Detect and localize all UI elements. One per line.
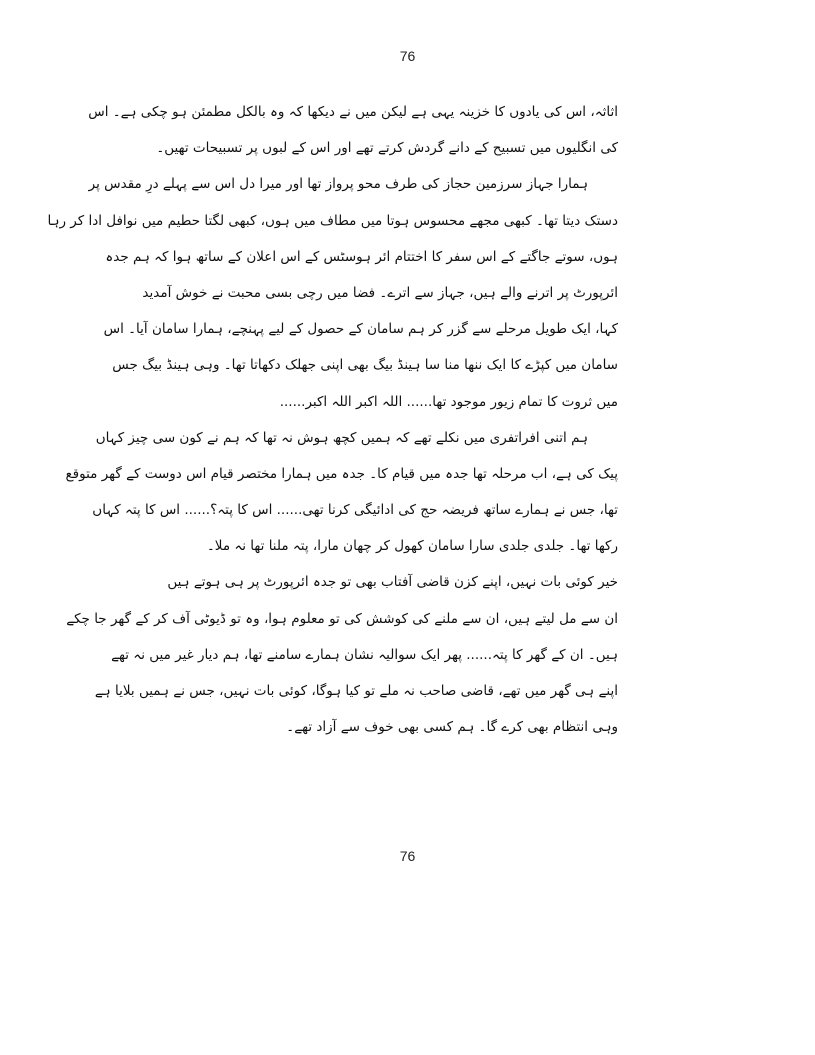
text-line: ہمارا جہاز سرزمین حجاز کی طرف محو پرواز تھا اور میرا دل اس سے پہلے درِ مقدس پر xyxy=(88,176,588,193)
document-body xyxy=(47,94,618,745)
text-line: اثاثہ، اس کی یادوں کا خزینہ یہی ہے لیکن میں نے دیکھا کہ وہ بالکل مطمئن ہو چکی ہے۔ اس xyxy=(88,104,618,120)
text-line: سامان میں کپڑے کا ایک ننھا منا سا ہینڈ بیگ بھی اپنی جھلک دکھاتا تھا۔ وہی ہینڈ بیگ جس xyxy=(112,357,618,374)
page-number-top: 76 xyxy=(399,48,416,64)
text-line: تھا، جس نے ہمارے ساتھ فریضہ حج کی ادائیگی کرنا تھی...... اس کا پتہ؟...... اس کا پتہ کہاں xyxy=(92,502,618,519)
text-line: ان سے مل لیتے ہیں، ان سے ملنے کی کوشش کی تو معلوم ہوا، وہ تو ڈیوٹی آف کر کے گھر جا چکے xyxy=(66,610,618,627)
text-line: ہوں، سوتے جاگتے کے اس سفر کا اختتام ائر ہوسٹس کے اس اعلان کے ساتھ ہوا کہ ہم جدہ xyxy=(105,248,618,265)
text-line: ہم اتنی افراتفری میں نکلے تھے کہ ہمیں کچھ ہوش نہ تھا کہ ہم نے کون سی چیز کہاں xyxy=(95,429,588,446)
text-line: میں ثروت کا تمام زیور موجود تھا...... اللہ اکبر اللہ اکبر...... xyxy=(279,393,618,410)
text-line: ائرپورٹ پر اترنے والے ہیں، جہاز سے اترے۔ فضا میں رچی بسی محبت نے خوش آمدید xyxy=(142,284,618,301)
page-number-bottom: 76 xyxy=(399,848,416,864)
text-line: کہا، ایک طویل مرحلے سے گزر کر ہم سامان کے حصول کے لیے پہنچے، ہمارا سامان آیا۔ اس xyxy=(103,321,618,338)
text-line: ہیں۔ ان کے گھر کا پتہ...... پھر ایک سوالیہ نشان ہمارے سامنے تھا، ہم دیار غیر میں نہ تھے xyxy=(111,646,618,663)
text-line: وہی انتظام بھی کرے گا۔ ہم کسی بھی خوف سے آزاد تھے۔ xyxy=(286,719,618,736)
text-line: رکھا تھا۔ جلدی جلدی سارا سامان کھول کر چھان مارا، پتہ ملنا تھا نہ ملا۔ xyxy=(206,538,618,555)
text-line: اپنے ہی گھر میں تھے، قاضی صاحب نہ ملے تو کیا ہوگا، کوئی بات نہیں، جس نے ہمیں بلایا ہے xyxy=(94,683,618,699)
text-line: خیر کوئی بات نہیں، اپنے کزن قاضی آفتاب بھی تو جدہ ائرپورٹ پر ہی ہوتے ہیں xyxy=(167,574,618,591)
text-line: پیک کی ہے، اب مرحلہ تھا جدہ میں قیام کا۔ جدہ میں ہمارا مختصر قیام اس دوست کے گھر متوقع xyxy=(65,465,618,482)
text-line: کی انگلیوں میں تسبیح کے دانے گردش کرتے تھے اور اس کے لبوں پر تسبیحات تھیں۔ xyxy=(156,140,618,157)
text-line: دستک دیتا تھا۔ کبھی مجھے محسوس ہوتا میں مطاف میں ہوں، کبھی لگتا حطیم میں نوافل ادا کر رہا xyxy=(47,212,618,229)
